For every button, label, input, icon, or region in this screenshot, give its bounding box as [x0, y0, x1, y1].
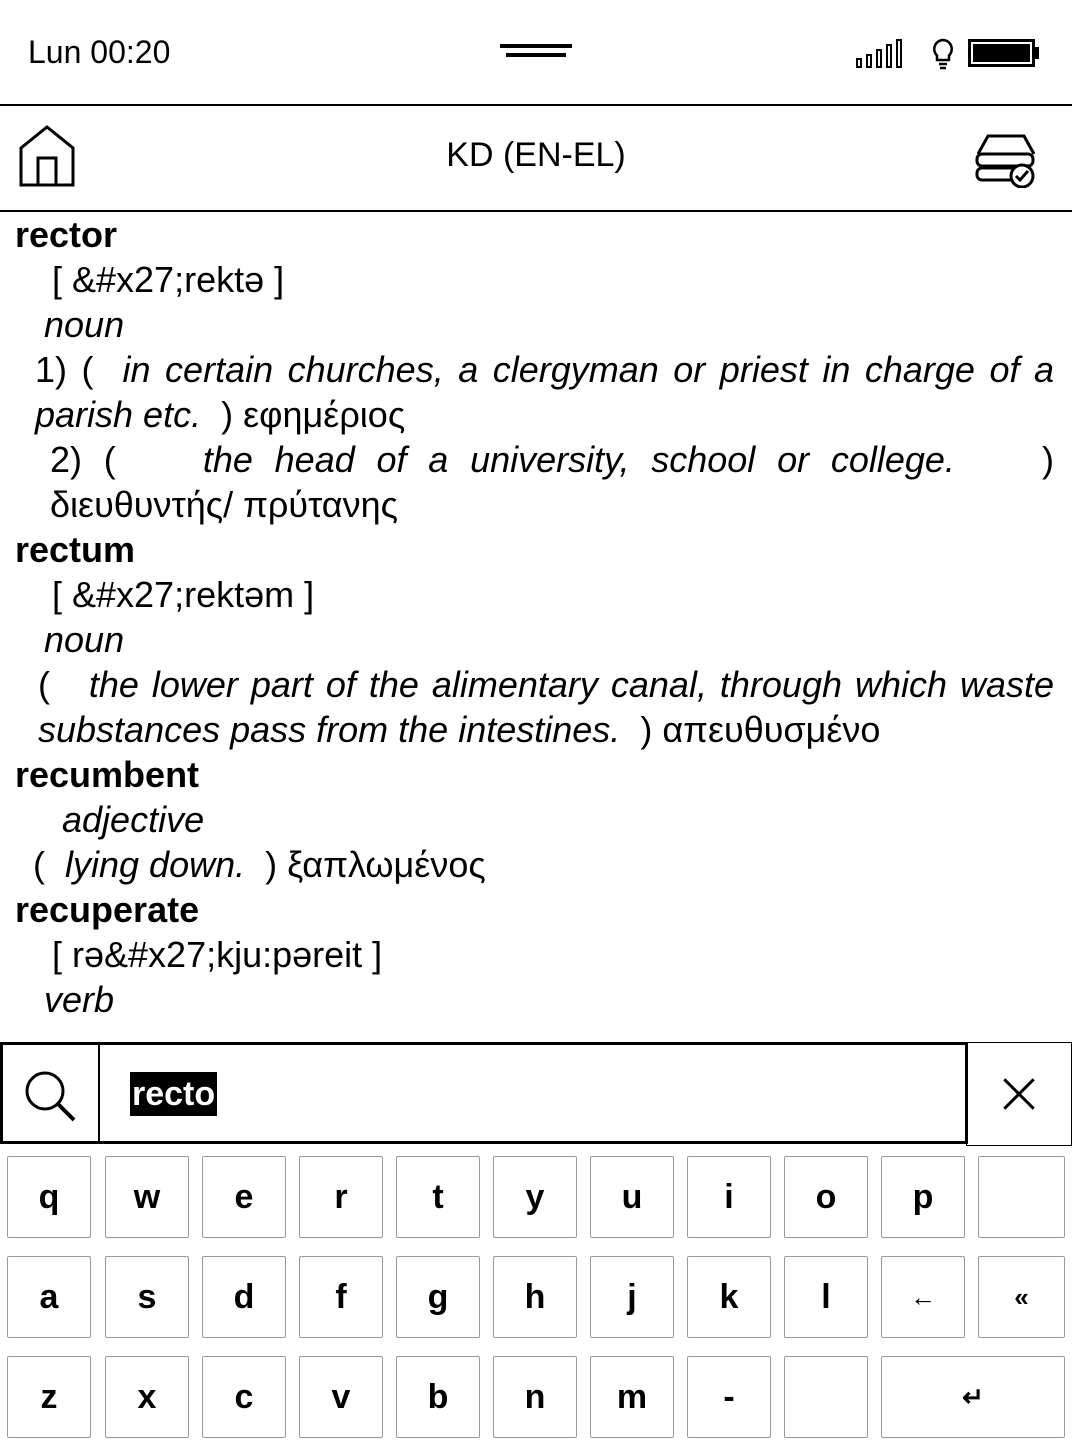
- key-c[interactable]: c: [202, 1356, 286, 1438]
- sense: 1) ( in certain churches, a clergyman or priest in charge of a parish etc. ) εφημέριος: [35, 349, 1054, 435]
- key-k[interactable]: k: [687, 1256, 771, 1338]
- entry-rector: [0, 212, 1072, 527]
- key-v[interactable]: v: [299, 1356, 383, 1438]
- key-r[interactable]: r: [299, 1156, 383, 1238]
- battery-icon: [968, 39, 1040, 67]
- clock: Lun 00:20: [28, 34, 171, 70]
- close-icon: [967, 1043, 1071, 1145]
- key-blank[interactable]: [978, 1156, 1065, 1238]
- divider: [98, 1042, 100, 1144]
- headword: recumbent: [15, 754, 200, 795]
- transcription: [ &#x27;rektə ]: [52, 259, 285, 300]
- key-u[interactable]: u: [590, 1156, 674, 1238]
- key-b[interactable]: b: [396, 1356, 480, 1438]
- page-title: KD (EN-EL): [446, 136, 626, 174]
- transcription: [ &#x27;rektəm ]: [52, 574, 315, 615]
- headword: rectum: [15, 529, 136, 570]
- key-hyphen[interactable]: -: [687, 1356, 771, 1438]
- key-m[interactable]: m: [590, 1356, 674, 1438]
- space-key[interactable]: [784, 1356, 868, 1438]
- dictionary-entries[interactable]: [0, 212, 1072, 1042]
- headword: recuperate: [15, 889, 200, 930]
- headword: rector: [15, 214, 118, 255]
- key-i[interactable]: i: [687, 1156, 771, 1238]
- key-e[interactable]: e: [202, 1156, 286, 1238]
- clear-word-key[interactable]: «: [978, 1256, 1065, 1338]
- part-of-speech: verb: [44, 979, 115, 1020]
- title-bar: [0, 106, 1072, 212]
- key-t[interactable]: t: [396, 1156, 480, 1238]
- search-icon[interactable]: [22, 1068, 78, 1124]
- key-a[interactable]: a: [7, 1256, 91, 1338]
- enter-key[interactable]: ↵: [881, 1356, 1065, 1438]
- key-s[interactable]: s: [105, 1256, 189, 1338]
- part-of-speech: noun: [44, 304, 125, 345]
- entry-recumbent: [0, 752, 1072, 887]
- panel-pull-handle[interactable]: [500, 44, 572, 56]
- key-d[interactable]: d: [202, 1256, 286, 1338]
- key-n[interactable]: n: [493, 1356, 577, 1438]
- key-q[interactable]: q: [7, 1156, 91, 1238]
- key-z[interactable]: z: [7, 1356, 91, 1438]
- search-bar: [0, 1042, 1072, 1148]
- key-w[interactable]: w: [105, 1156, 189, 1238]
- entry-recuperate: [0, 887, 1072, 1022]
- backspace-key[interactable]: ←: [881, 1256, 965, 1338]
- status-bar: [0, 0, 1072, 106]
- key-f[interactable]: f: [299, 1256, 383, 1338]
- key-x[interactable]: x: [105, 1356, 189, 1438]
- search-input[interactable]: recto: [130, 1072, 217, 1116]
- part-of-speech: noun: [44, 619, 125, 660]
- sense: 2) ( the head of a university, school or college. ) διευθυντής/ πρύτανης: [50, 439, 1055, 525]
- sense: ( lying down. ) ξαπλωμένος: [33, 844, 486, 885]
- sense: ( the lower part of the alimentary canal, through which waste substances pass from the intestines. ) απευθυσμένο: [38, 664, 1054, 750]
- key-o[interactable]: o: [784, 1156, 868, 1238]
- entry-rectum: [0, 527, 1072, 752]
- key-p[interactable]: p: [881, 1156, 965, 1238]
- part-of-speech: adjective: [62, 799, 205, 840]
- dictionary-select-icon[interactable]: [974, 132, 1038, 188]
- key-j[interactable]: j: [590, 1256, 674, 1338]
- transcription: [ rə&#x27;kju:pəreit ]: [52, 934, 383, 975]
- key-g[interactable]: g: [396, 1256, 480, 1338]
- key-y[interactable]: y: [493, 1156, 577, 1238]
- key-l[interactable]: l: [784, 1256, 868, 1338]
- wifi-signal-icon[interactable]: [856, 38, 902, 68]
- key-h[interactable]: h: [493, 1256, 577, 1338]
- frontlight-icon[interactable]: [928, 38, 958, 70]
- clear-search-button[interactable]: [966, 1042, 1072, 1146]
- on-screen-keyboard: [0, 1148, 1072, 1448]
